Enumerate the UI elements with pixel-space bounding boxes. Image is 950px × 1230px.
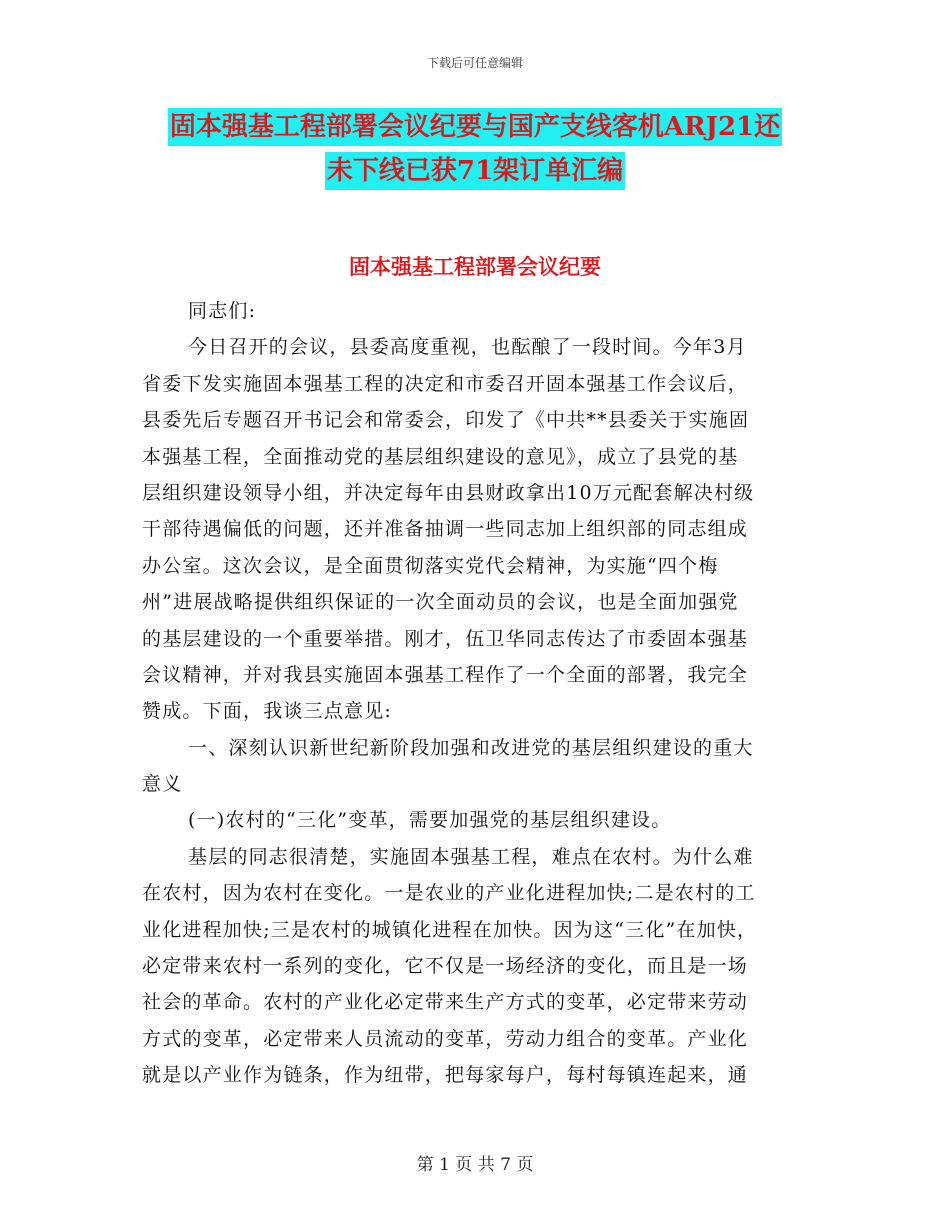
document-title-line-1 xyxy=(0,114,950,140)
page-footer: 第 1 页 共 7 页 xyxy=(416,1155,534,1175)
body-line: 县委先后专题召开书记会和常委会，印发了《中共**县委关于实施固 xyxy=(142,409,750,432)
body-line: 赞成。下面，我谈三点意见: xyxy=(142,700,393,723)
body-line: 意义 xyxy=(142,773,183,796)
body-line: 州”进展战略提供组织保证的一次全面动员的会议，也是全面加强党 xyxy=(142,591,739,614)
body-line: 就是以产业作为链条，作为纽带，把每家每户，每村每镇连起来，通 xyxy=(142,1064,749,1087)
section-heading: 固本强基工程部署会议纪要 xyxy=(349,254,601,279)
body-line: 今日召开的会议，县委高度重视，也酝酿了一段时间。今年3月 xyxy=(188,336,747,359)
body-line: 方式的变革，必定带来人员流动的变革，劳动力组合的变革。产业化 xyxy=(142,1027,749,1050)
header-note: 下载后可任意编辑 xyxy=(426,56,523,70)
body-line: 同志们: xyxy=(188,300,257,322)
body-line: (一)农村的“三化”变革，需要加强党的基层组织建设。 xyxy=(188,809,672,832)
body-line: 的基层建设的一个重要举措。刚才，伍卫华同志传达了市委固本强基 xyxy=(142,627,749,650)
body-line: 办公室。这次会议，是全面贯彻落实党代会精神，为实施“四个梅 xyxy=(142,554,719,577)
body-line: 基层的同志很清楚，实施固本强基工程，难点在农村。为什么难 xyxy=(188,845,754,868)
document-title-text-1: 固本强基工程部署会议纪要与国产支线客机ARJ21还 xyxy=(168,108,782,146)
body-text xyxy=(142,293,802,1094)
body-line: 会议精神，并对我县实施固本强基工程作了一个全面的部署，我完全 xyxy=(142,663,749,686)
body-line: 一、深刻认识新世纪新阶段加强和改进党的基层组织建设的重大 xyxy=(188,736,754,759)
body-line: 层组织建设领导小组，并决定每年由县财政拿出10万元配套解决村级 xyxy=(142,481,755,504)
body-line: 干部待遇偏低的问题，还并准备抽调一些同志加上组织部的同志组成 xyxy=(142,518,749,541)
body-line: 本强基工程，全面推动党的基层组织建设的意见》，成立了县党的基 xyxy=(142,445,739,468)
body-line: 在农村，因为农村在变化。一是农业的产业化进程加快;二是农村的工 xyxy=(142,882,756,905)
body-line: 社会的革命。农村的产业化必定带来生产方式的变革，必定带来劳动 xyxy=(142,991,749,1014)
body-line: 业化进程加快;三是农村的城镇化进程在加快。因为这“三化”在加快， xyxy=(142,918,758,941)
body-line: 省委下发实施固本强基工程的决定和市委召开固本强基工作会议后， xyxy=(142,372,749,395)
document-title-line-2 xyxy=(0,158,950,184)
body-line: 必定带来农村一系列的变化，它不仅是一场经济的变化，而且是一场 xyxy=(142,955,749,978)
document-title-text-2: 未下线已获71架订单汇编 xyxy=(325,152,625,190)
